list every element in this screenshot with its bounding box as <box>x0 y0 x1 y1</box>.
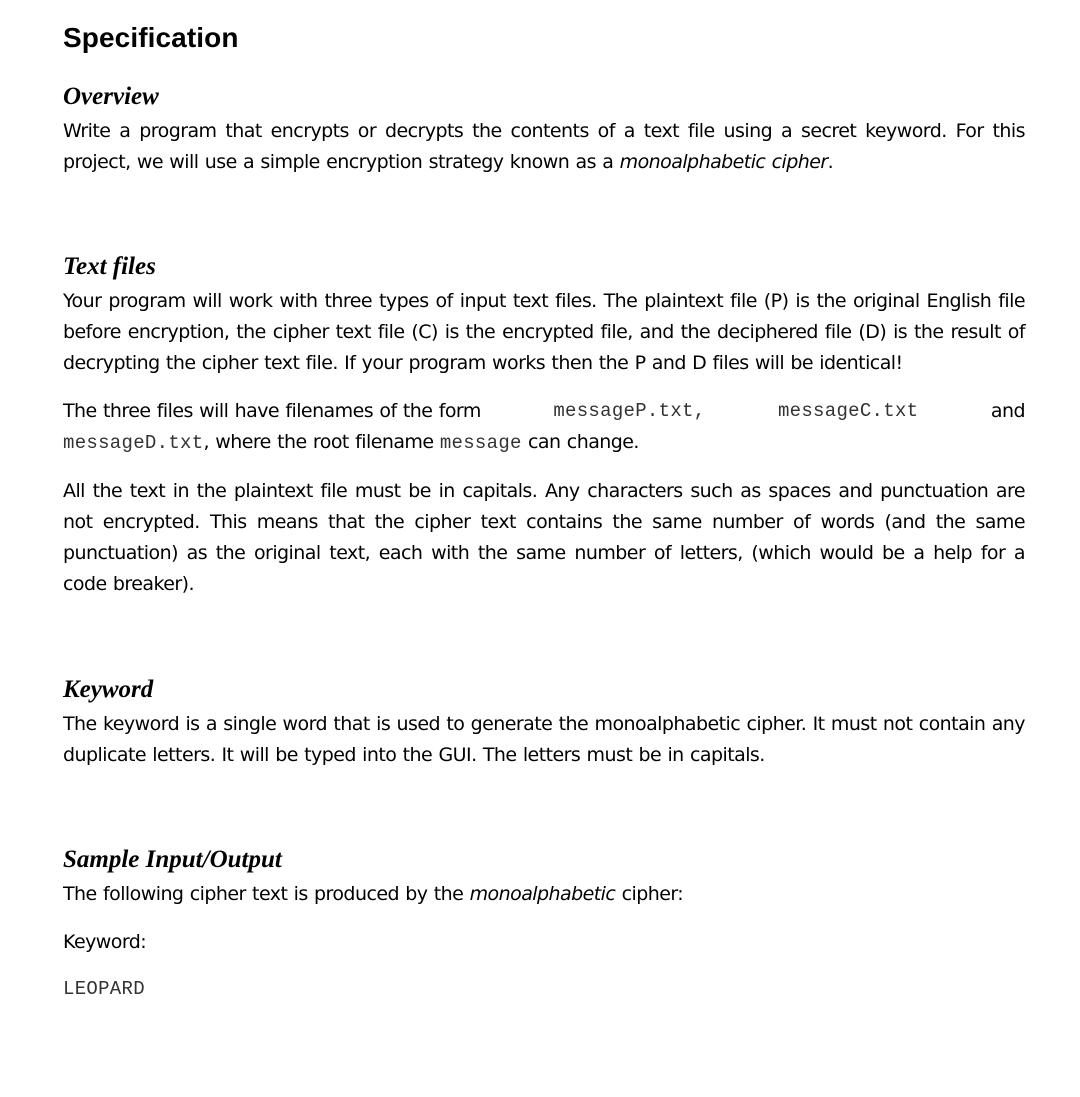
page-title: Specification <box>63 22 239 53</box>
filenames-text: The three files will have filenames of the form <box>63 400 481 422</box>
filenames-text-3: can change. <box>521 431 639 453</box>
overview-text: Write a program that encrypts or decrypts the contents of a text file using a secret keyword. For this project, we will use a simple encryption strategy known as a <box>63 120 1025 173</box>
keyword-heading: Keyword <box>63 676 154 703</box>
text-files-heading: Text files <box>63 253 156 280</box>
keyword-paragraph: The keyword is a single word that is used to generate the monoalphabetic cipher. It must not contain any duplicate letters. It will be typed into the GUI. The letters must be in capitals. <box>63 713 1025 766</box>
filename-deciphered: messageD.txt <box>63 432 204 454</box>
sample-paragraph <box>63 879 1025 910</box>
filenames-and: and <box>990 400 1025 422</box>
filename-plaintext: messageP.txt, <box>553 400 706 422</box>
overview-text-end: . <box>827 151 834 173</box>
filenames-text-2: , where the root filename <box>203 431 440 453</box>
filename-cipher: messageC.txt <box>777 400 919 422</box>
sample-text-end: cipher: <box>615 883 684 905</box>
root-filename: message <box>439 432 522 454</box>
overview-emphasis: monoalphabetic cipher <box>619 151 828 173</box>
text-files-paragraph-3: All the text in the plaintext file must be in capitals. Any characters such as spaces and punctuation are not encrypted. This means that the cipher text contains the same number of words (and the same punctuation) as the original text, each with the same number of letters, (which would be a help for a code breaker). <box>63 480 1025 595</box>
text-files-paragraph-2 <box>63 396 1025 459</box>
sample-emphasis: monoalphabetic <box>469 883 616 905</box>
sample-text: The following cipher text is produced by the <box>63 883 470 905</box>
overview-paragraph <box>63 116 1025 178</box>
sample-heading: Sample Input/Output <box>63 846 282 873</box>
overview-heading: Overview <box>63 83 159 110</box>
text-files-paragraph-1: Your program will work with three types of input text files. The plaintext file (P) is the original English file before encryption, the cipher text file (C) is the encrypted file, and the deciphered file (D) is the result of decrypting the cipher text file. If your program works then the P and D files will be identical! <box>63 290 1025 374</box>
keyword-label: Keyword: <box>63 931 147 953</box>
filenames-line <box>63 396 1025 427</box>
keyword-value: LEOPARD <box>63 978 145 1000</box>
filenames-line-2 <box>63 427 1025 459</box>
